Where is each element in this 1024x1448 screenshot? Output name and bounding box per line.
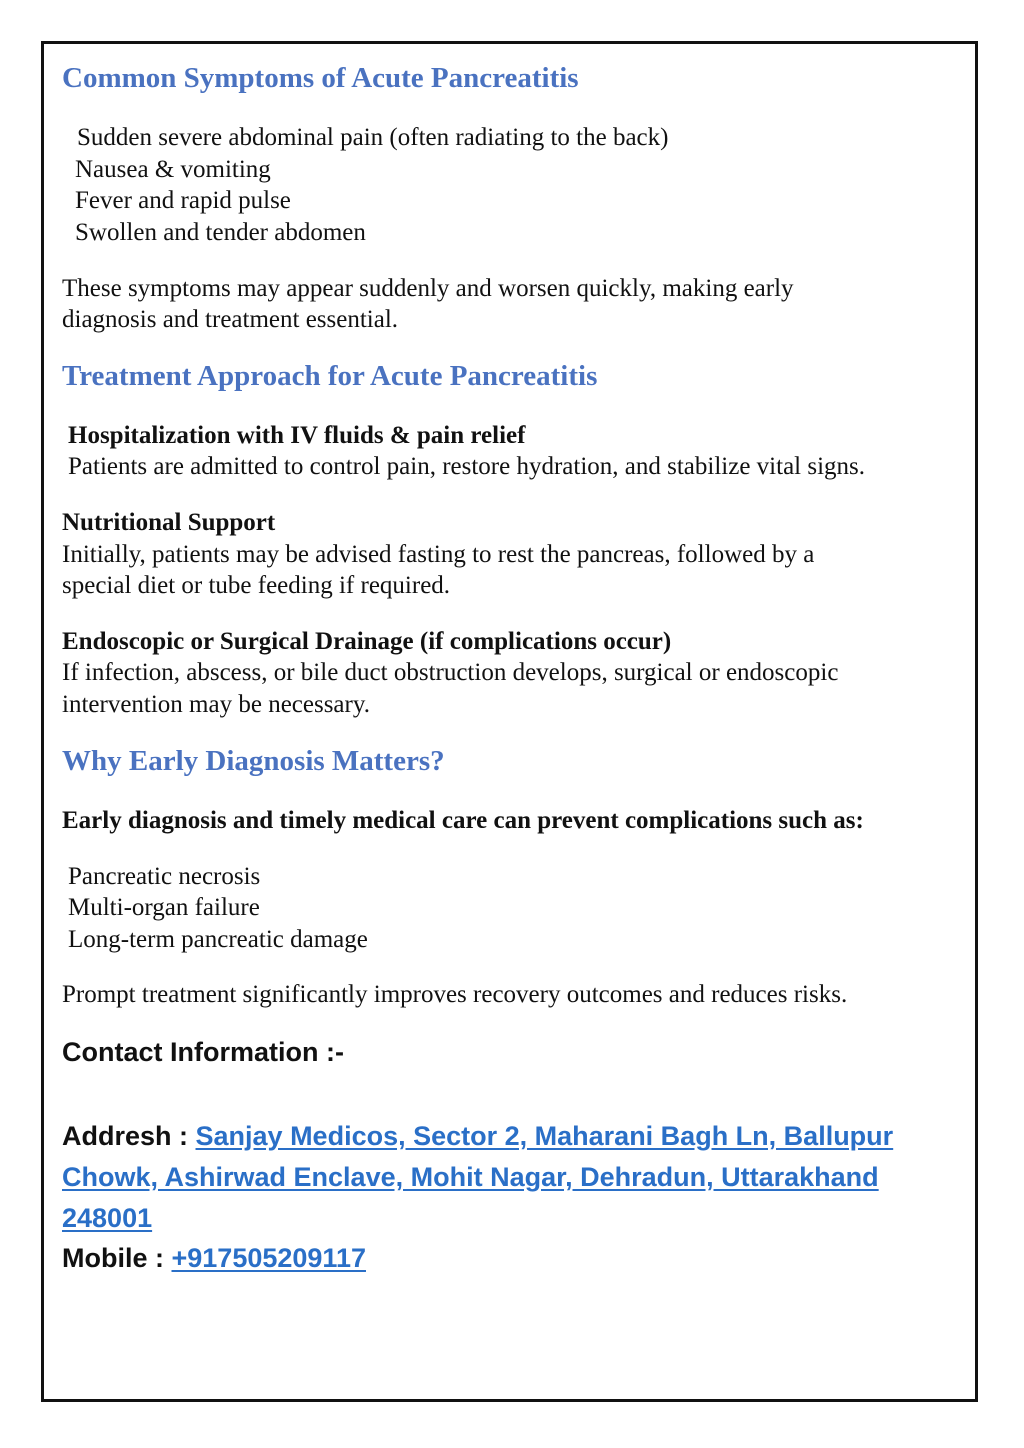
treatment-heading: Treatment Approach for Acute Pancreatitis bbox=[62, 360, 598, 392]
mobile-link[interactable]: +917505209117 bbox=[171, 1243, 366, 1273]
complication-item: Long-term pancreatic damage bbox=[68, 926, 368, 953]
complication-item: Multi-organ failure bbox=[68, 894, 260, 921]
symptom-item: Swollen and tender abdomen bbox=[75, 219, 366, 246]
treatment-section-text: intervention may be necessary. bbox=[62, 691, 370, 718]
symptom-item: Sudden severe abdominal pain (often radiating to the back) bbox=[77, 124, 669, 151]
address-label: Addresh : bbox=[62, 1121, 196, 1151]
treatment-section-text: Initially, patients may be advised fasting to rest the pancreas, followed by a bbox=[62, 541, 815, 568]
address-line bbox=[62, 1157, 879, 1198]
early-diagnosis-closing: Prompt treatment significantly improves recovery outcomes and reduces risks. bbox=[62, 981, 848, 1008]
early-diagnosis-intro: Early diagnosis and timely medical care can prevent complications such as: bbox=[62, 807, 864, 834]
symptoms-note: These symptoms may appear suddenly and worsen quickly, making early bbox=[62, 275, 794, 302]
address-link[interactable]: 248001 bbox=[62, 1203, 153, 1233]
symptom-item: Fever and rapid pulse bbox=[75, 187, 291, 214]
early-diagnosis-heading: Why Early Diagnosis Matters? bbox=[62, 745, 445, 777]
address-link[interactable]: Sanjay Medicos, Sector 2, Maharani Bagh Ln, Ballupur bbox=[195, 1121, 894, 1151]
address-link[interactable]: Chowk, Ashirwad Enclave, Mohit Nagar, Dehradun, Uttarakhand bbox=[62, 1162, 879, 1192]
treatment-section-title: Nutritional Support bbox=[62, 509, 276, 536]
address-line bbox=[62, 1116, 893, 1157]
symptoms-heading: Common Symptoms of Acute Pancreatitis bbox=[62, 62, 579, 94]
treatment-section-title: Endoscopic or Surgical Drainage (if complications occur) bbox=[62, 628, 672, 655]
complication-item: Pancreatic necrosis bbox=[68, 863, 261, 890]
symptom-item: Nausea & vomiting bbox=[75, 156, 271, 183]
symptoms-note: diagnosis and treatment essential. bbox=[62, 306, 399, 333]
treatment-section-text: If infection, abscess, or bile duct obstruction develops, surgical or endoscopic bbox=[62, 659, 839, 686]
treatment-section-text: Patients are admitted to control pain, restore hydration, and stabilize vital signs. bbox=[68, 453, 866, 480]
treatment-section-title: Hospitalization with IV fluids & pain relief bbox=[68, 422, 526, 449]
contact-title: Contact Information :- bbox=[62, 1037, 344, 1067]
treatment-section-text: special diet or tube feeding if required. bbox=[62, 572, 451, 599]
mobile-label: Mobile : bbox=[62, 1243, 172, 1273]
mobile-line bbox=[62, 1238, 366, 1279]
address-line bbox=[62, 1198, 152, 1239]
